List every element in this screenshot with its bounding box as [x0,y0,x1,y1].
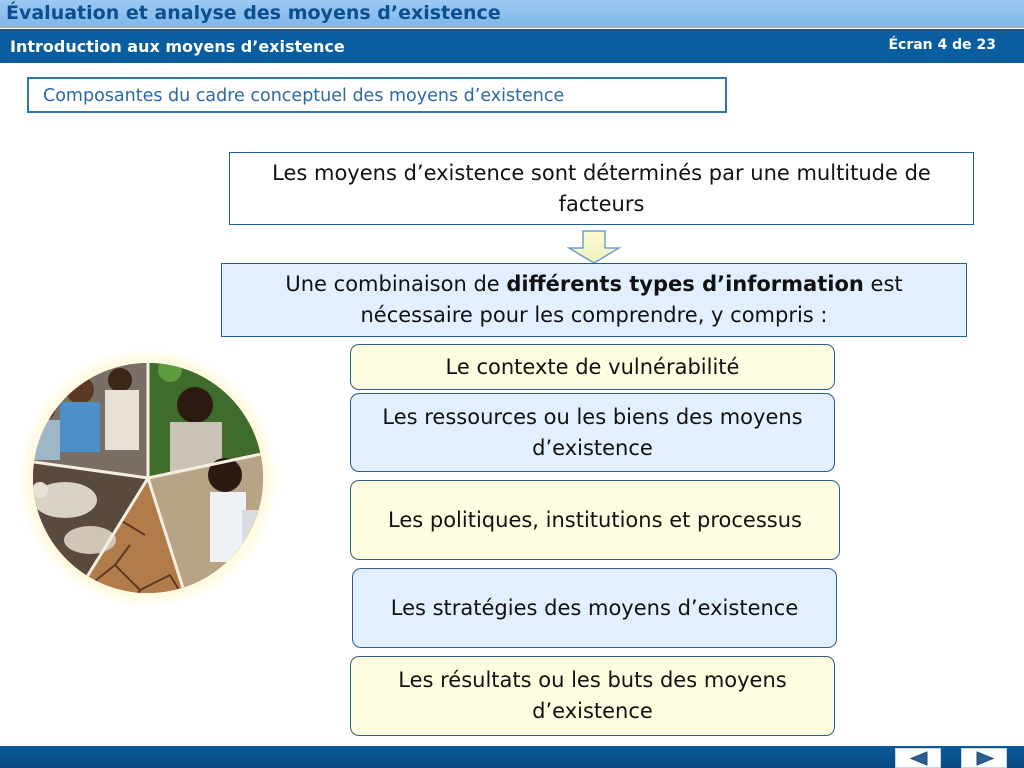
statement-text: Les moyens d’existence sont déterminés par une multitude de facteurs [272,160,931,216]
combination-emphasis: différents types d’information [506,272,864,296]
combination-suffix: est nécessaire pour les comprendre, y compris : [360,272,903,327]
component-livelihood-outcomes [350,656,835,736]
page-heading-box [27,77,727,113]
course-header-bar [0,0,1024,28]
component-livelihood-assets [350,393,835,472]
combination-text [232,269,956,331]
component-label: Les politiques, institutions et processus [388,507,802,532]
footer-bar [0,746,1024,768]
combination-box [221,263,967,337]
photo-collage-image [20,350,280,610]
component-label: Les ressources ou les biens des moyens d’existence [382,404,803,460]
component-policies-institutions [350,480,840,560]
screen-counter: Écran 4 de 23 [888,37,996,53]
arrow-left-icon [909,751,929,766]
down-arrow-icon [567,230,621,264]
next-screen-button[interactable] [961,748,1007,768]
photo-collage [20,350,280,610]
component-label: Les résultats ou les buts des moyens d’existence [398,668,787,723]
section-title: Introduction aux moyens d’existence [10,37,345,56]
previous-screen-button[interactable] [895,748,941,768]
component-vulnerability-context [350,344,835,390]
page-title: Composantes du cadre conceptuel des moyens d’existence [43,86,565,106]
component-label: Le contexte de vulnérabilité [445,354,740,379]
section-header-bar [0,28,1024,63]
component-label: Les stratégies des moyens d’existence [390,595,799,620]
combination-prefix: Une combinaison de [285,272,507,296]
component-livelihood-strategies [352,568,837,648]
arrow-right-icon [975,751,995,766]
statement-box [229,152,974,225]
course-title: Évaluation et analyse des moyens d’existence [6,2,501,24]
